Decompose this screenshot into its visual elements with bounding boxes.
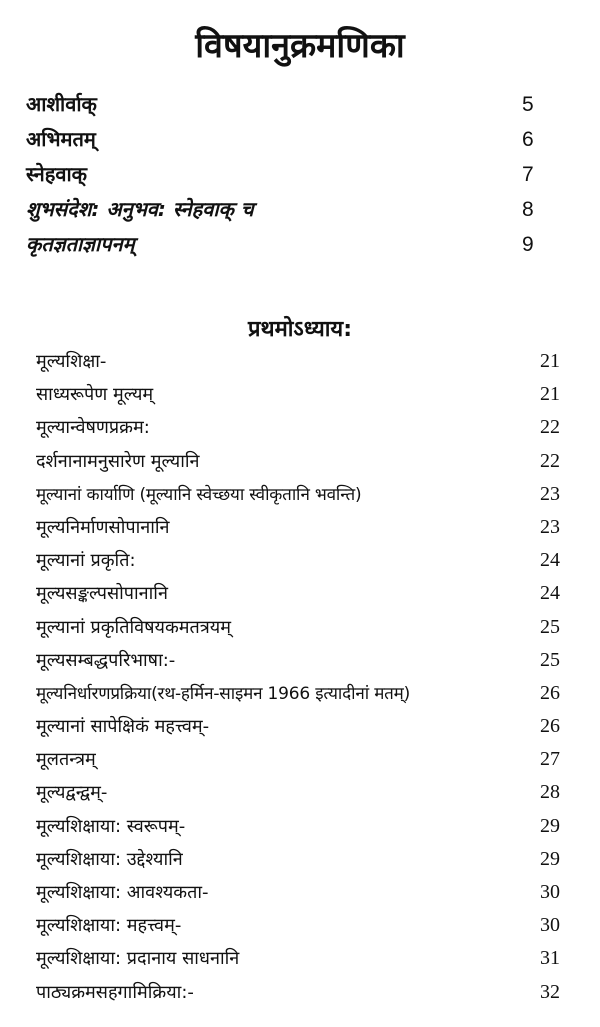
toc-entry [36, 482, 560, 515]
entry-label: मूल्यान्वेषणप्रक्रम: [36, 417, 150, 439]
entry-label: मूल्यशिक्षाया: महत्त्वम्- [36, 915, 182, 937]
entry-page-number: 21 [540, 350, 560, 372]
entry-page-number: 30 [540, 914, 560, 937]
entry-page-number: 25 [540, 615, 560, 638]
entry-page-number: 28 [540, 781, 560, 804]
entry-label: स्नेहवाक् [26, 162, 88, 186]
toc-entry [26, 230, 546, 265]
entry-page-number: 24 [540, 549, 560, 572]
entry-page-number: 22 [540, 416, 560, 439]
entry-page-number: 26 [540, 715, 560, 738]
toc-entry [36, 946, 560, 979]
entry-label: मूल्यानां सापेक्षिकं महत्त्वम्- [36, 716, 210, 738]
entry-page-number: 7 [522, 163, 534, 186]
entry-label: मूल्यशिक्षाया: प्रदानाय साधनानि [36, 948, 240, 970]
toc-entry [36, 714, 560, 747]
preliminary-contents-list [26, 90, 546, 265]
toc-entry [36, 913, 560, 946]
entry-label: मूल्यनिर्माणसोपानानि [36, 516, 170, 538]
entry-page-number: 21 [540, 383, 560, 406]
toc-entry [26, 125, 546, 160]
toc-entry [26, 90, 546, 125]
entry-label: मूल्यानां प्रकृतिविषयकमतत्रयम् [36, 616, 231, 638]
toc-entry [36, 747, 560, 780]
entry-page-number: 25 [540, 648, 560, 671]
entry-label: मूलतन्त्रम् [36, 749, 96, 771]
toc-entry [36, 780, 560, 813]
toc-entry [36, 548, 560, 581]
entry-label: मूल्यसम्बद्धपरिभाषा:- [36, 649, 176, 671]
entry-label: शुभसंदेश: अनुभव: स्नेहवाक् च [26, 197, 254, 221]
page-title: विषयानुक्रमणिका [195, 26, 405, 66]
entry-page-number: 9 [522, 233, 534, 256]
entry-page-number: 24 [540, 582, 560, 605]
toc-entry [36, 449, 560, 482]
entry-label: अभिमतम् [26, 127, 96, 151]
toc-entry [36, 349, 560, 382]
entry-page-number: 32 [540, 980, 560, 1003]
entry-page-number: 26 [540, 681, 560, 704]
entry-page-number: 6 [522, 128, 534, 151]
entry-label: साध्यरूपेण मूल्यम् [36, 384, 154, 406]
toc-entry [36, 648, 560, 681]
chapter-contents-list [36, 349, 560, 1013]
entry-label: मूल्यशिक्षाया: स्वरूपम्- [36, 815, 186, 837]
entry-label: आशीर्वाक् [26, 92, 97, 116]
entry-page-number: 23 [540, 482, 560, 505]
toc-entry [36, 615, 560, 648]
entry-page-number: 23 [540, 515, 560, 538]
entry-page-number: 29 [540, 814, 560, 837]
entry-page-number: 29 [540, 847, 560, 870]
chapter-heading: प्रथमोऽध्याय: [248, 317, 352, 342]
toc-entry [26, 160, 546, 195]
entry-page-number: 30 [540, 881, 560, 903]
entry-label: मूल्यशिक्षा- [36, 351, 107, 372]
entry-label: मूल्यानां प्रकृति: [36, 550, 136, 572]
toc-entry [36, 515, 560, 548]
toc-entry [26, 195, 546, 230]
entry-page-number: 31 [540, 947, 560, 970]
entry-page-number: 27 [540, 748, 560, 771]
entry-label: कृतज्ञताज्ञापनम् [26, 232, 135, 256]
entry-label: दर्शनानामनुसारेण मूल्यानि [36, 450, 200, 472]
toc-entry [36, 415, 560, 448]
entry-page-number: 8 [522, 198, 534, 221]
toc-entry [36, 581, 560, 614]
entry-label: मूल्यशिक्षाया: आवश्यकता- [36, 882, 209, 903]
toc-entry [36, 681, 560, 714]
toc-entry [36, 382, 560, 415]
toc-entry [36, 880, 560, 913]
toc-entry [36, 847, 560, 880]
entry-label: मूल्यानां कार्याणि (मूल्यानि स्वेच्छया स्वीकृतानि भवन्ति) [36, 484, 362, 505]
entry-label: पाठ्यक्रमसहगामिक्रिया:- [36, 981, 194, 1003]
entry-label: मूल्यशिक्षाया: उद्देश्यानि [36, 848, 183, 870]
entry-page-number: 22 [540, 449, 560, 472]
entry-label: मूल्यनिर्धारणप्रक्रिया(रथ-हर्मिन-साइमन 1966 इत्यादीनां मतम्) [36, 683, 411, 704]
toc-entry [36, 814, 560, 847]
entry-label: मूल्यद्वन्द्वम्- [36, 782, 108, 804]
entry-label: मूल्यसङ्कल्पसोपानानि [36, 583, 168, 605]
entry-page-number: 5 [522, 93, 534, 116]
toc-entry [36, 980, 560, 1013]
